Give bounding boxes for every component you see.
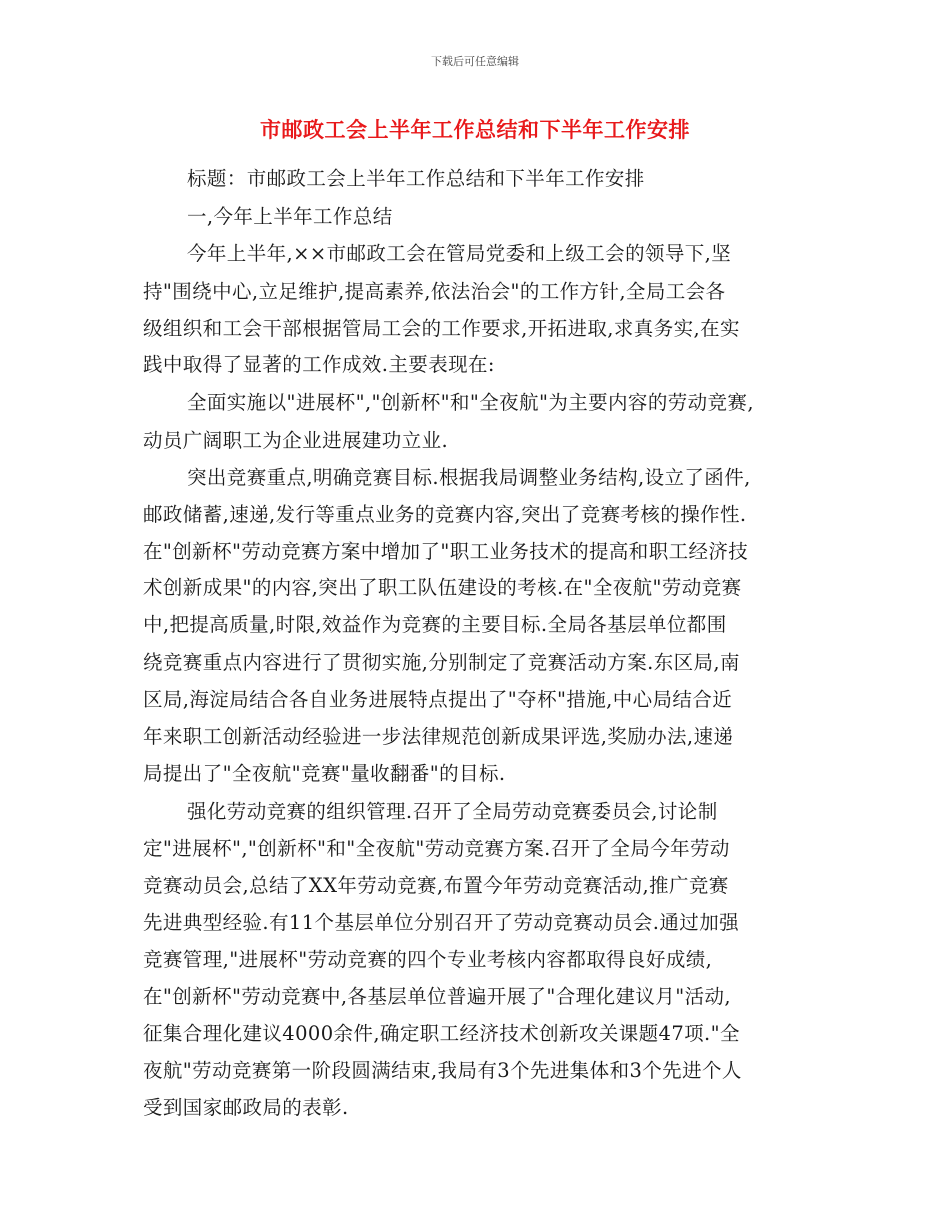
paragraph-line: 今年上半年,××市邮政工会在管局党委和上级工会的领导下,坚 — [187, 242, 732, 265]
page-header: 下载后可任意编辑 — [431, 55, 519, 68]
paragraph-line: 先进典型经验.有11个基层单位分别召开了劳动竞赛动员会.通过加强 — [143, 911, 740, 934]
paragraph-line: 在"创新杯"劳动竞赛中,各基层单位普遍开展了"合理化建议月"活动, — [143, 985, 731, 1008]
paragraph-line: 邮政储蓄,速递,发行等重点业务的竞赛内容,突出了竞赛考核的操作性. — [143, 503, 747, 526]
paragraph-line: 在"创新杯"劳动竞赛方案中增加了"职工业务技术的提高和职工经济技 — [143, 540, 749, 563]
document-title: 市邮政工会上半年工作总结和下半年工作安排 — [260, 118, 690, 142]
paragraph-line: 竞赛管理,"进展杯"劳动竞赛的四个专业考核内容都取得良好成绩, — [143, 948, 713, 971]
paragraph-line: 年来职工创新活动经验进一步法律规范创新成果评选,奖励办法,速递 — [143, 725, 734, 748]
paragraph-line: 强化劳动竞赛的组织管理.召开了全局劳动竞赛委员会,讨论制 — [187, 800, 718, 823]
paragraph-line: 全面实施以"进展杯","创新杯"和"全夜航"为主要内容的劳动竞赛, — [187, 391, 754, 414]
paragraph-line: 竞赛动员会,总结了XX年劳动竞赛,布置今年劳动竞赛活动,推广竞赛 — [143, 874, 729, 897]
paragraph-line: 局提出了"全夜航"竞赛"量收翻番"的目标. — [143, 762, 506, 785]
subtitle-line: 标题：市邮政工会上半年工作总结和下半年工作安排 — [187, 167, 645, 190]
paragraph-line: 区局,海淀局结合各自业务进展特点提出了"夺杯"措施,中心局结合近 — [143, 688, 733, 711]
paragraph-line: 绕竞赛重点内容进行了贯彻实施,分别制定了竞赛活动方案.东区局,南 — [143, 651, 740, 674]
paragraph-line: 术创新成果"的内容,突出了职工队伍建设的考核.在"全夜航"劳动竞赛 — [143, 576, 742, 599]
paragraph-line: 中,把提高质量,时限,效益作为竞赛的主要目标.全局各基层单位都围 — [143, 613, 727, 636]
paragraph-line: 夜航"劳动竞赛第一阶段圆满结束,我局有3个先进集体和3个先进个人 — [143, 1059, 742, 1082]
paragraph-line: 动员广阔职工为企业进展建功立业. — [143, 429, 449, 452]
paragraph-line: 征集合理化建议4000余件,确定职工经济技术创新攻关课题47项."全 — [143, 1022, 740, 1045]
paragraph-line: 级组织和工会干部根据管局工会的工作要求,开拓进取,求真务实,在实 — [143, 317, 740, 340]
paragraph-line: 受到国家邮政局的表彰. — [143, 1096, 349, 1119]
paragraph-line: 践中取得了显著的工作成效.主要表现在: — [143, 353, 495, 376]
paragraph-line: 持"围绕中心,立足维护,提高素养,依法治会"的工作方针,全局工会各 — [143, 280, 726, 303]
paragraph-line: 定"进展杯","创新杯"和"全夜航"劳动竞赛方案.召开了全局今年劳动 — [143, 837, 730, 860]
paragraph-line: 突出竞赛重点,明确竞赛目标.根据我局调整业务结构,设立了函件, — [187, 466, 751, 489]
section-heading: 一,今年上半年工作总结 — [187, 205, 393, 228]
